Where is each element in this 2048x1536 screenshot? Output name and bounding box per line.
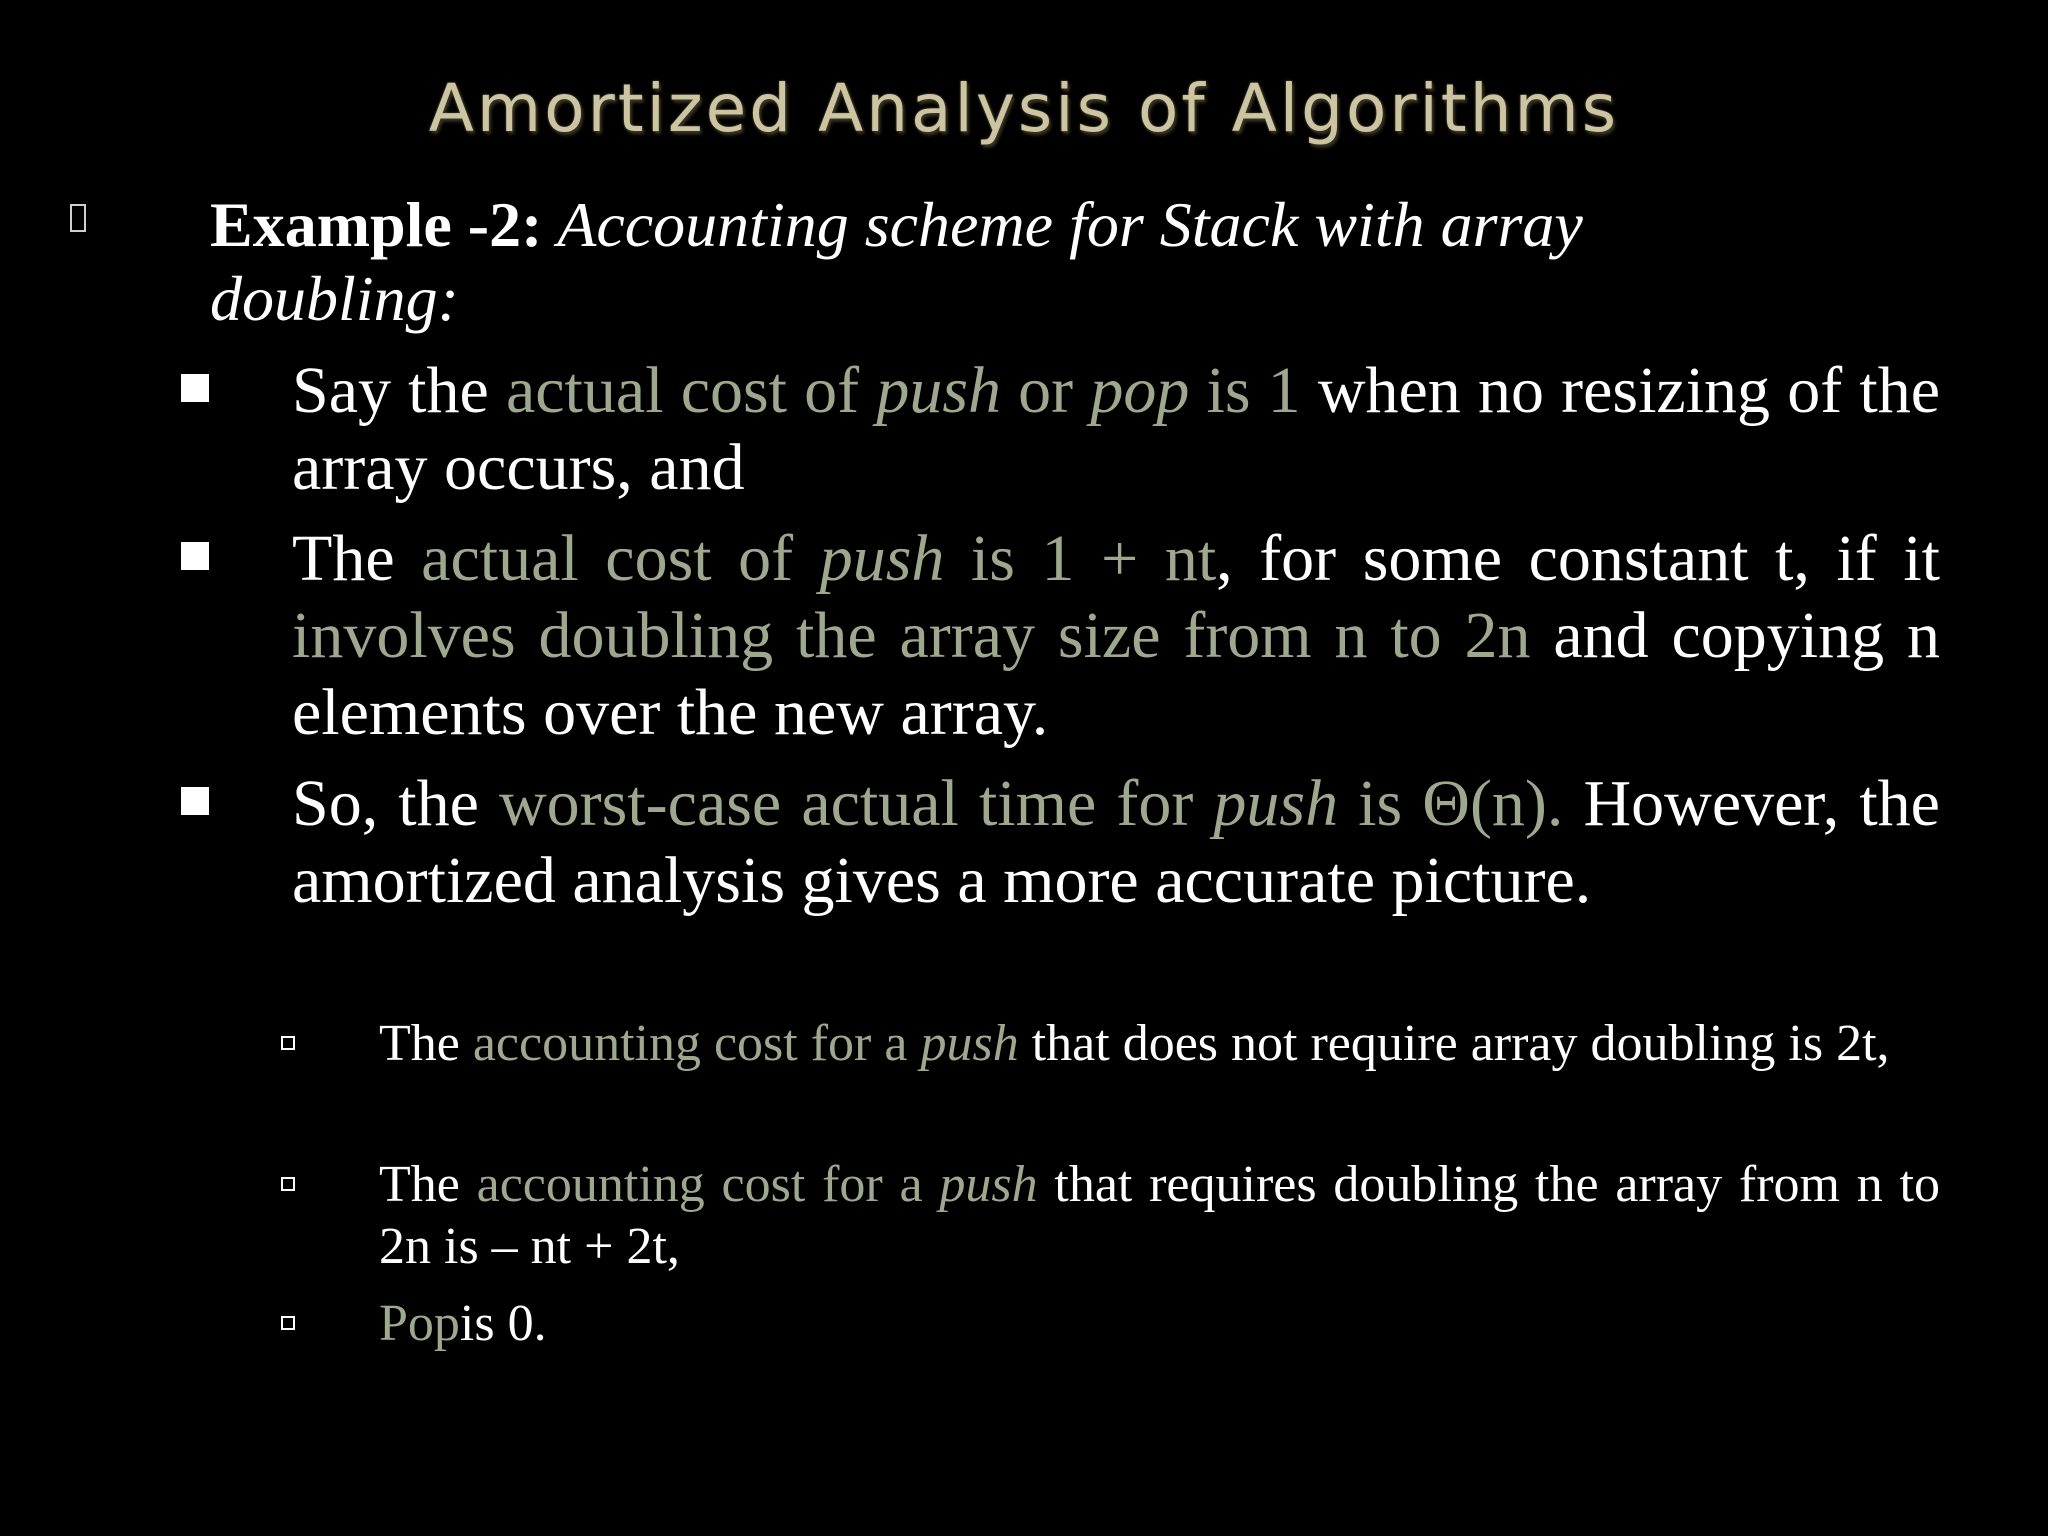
highlight-text: actual cost of [421,522,820,595]
highlight-text: or [1001,354,1091,427]
bullet-text: , for some constant t, if it [1216,522,1941,595]
highlight-text: push [1213,767,1339,840]
subbullet-text: The [379,1156,477,1213]
bullet-text: So, the [292,767,500,840]
subbullet-no-doubling [379,1013,1940,1075]
square-bullet-icon [181,542,209,570]
bullet-text: The [292,522,422,595]
slide-title: Amortized Analysis of Algorithms [428,70,1620,147]
bullet-text: However, the amortized analysis gives a more accurate picture. [292,767,1940,917]
highlight-text: push [819,522,945,595]
bullet-doubling-cost [292,520,1940,751]
example-label: Example -2: [210,189,543,260]
bullet-push-pop-cost [292,352,1940,506]
hollow-square-bullet-icon [281,1036,295,1050]
highlight-text: push [876,354,1001,427]
example-title-line2: doubling: [210,263,459,334]
highlight-text: is 1 + nt [944,522,1217,595]
square-bullet-icon [181,374,209,402]
highlight-text: accounting cost for a [476,1156,940,1213]
example-title-line1: Accounting scheme for Stack with array [542,189,1583,260]
bullet-text: and copying n elements over the new array. [292,599,1940,749]
highlight-text: worst-case actual time for [499,767,1214,840]
hollow-square-bullet-icon [281,1316,295,1330]
highlight-text: involves doubling the array size from n to 2n [292,599,1531,672]
highlight-text: is 1 [1189,354,1301,427]
subbullet-text: that requires doubling the array from n to 2n is – nt + 2t, [379,1156,1940,1275]
hollow-square-bullet-icon [281,1177,295,1191]
subbullet-with-doubling [379,1154,1940,1278]
highlight-text: pop [1090,354,1190,427]
subbullet-text: The [379,1015,473,1072]
highlight-text: is Θ(n). [1338,767,1564,840]
example-heading [210,188,1770,336]
example-bullet-icon [70,204,86,232]
highlight-text: Pop [379,1295,460,1352]
bullet-text: Say the [292,354,506,427]
highlight-text: push [920,1015,1019,1072]
subbullet-text: is 0. [459,1295,547,1352]
subbullet-pop [379,1293,1940,1355]
highlight-text: actual cost of [505,354,877,427]
highlight-text: accounting cost for a [472,1015,921,1072]
subbullet-text: that does not require array doubling is 2t, [1018,1015,1890,1072]
bullet-text: when no resizing of the array occurs, and [292,354,1940,504]
bullet-worst-case [292,765,1940,919]
highlight-text: push [939,1156,1038,1213]
square-bullet-icon [181,787,209,815]
